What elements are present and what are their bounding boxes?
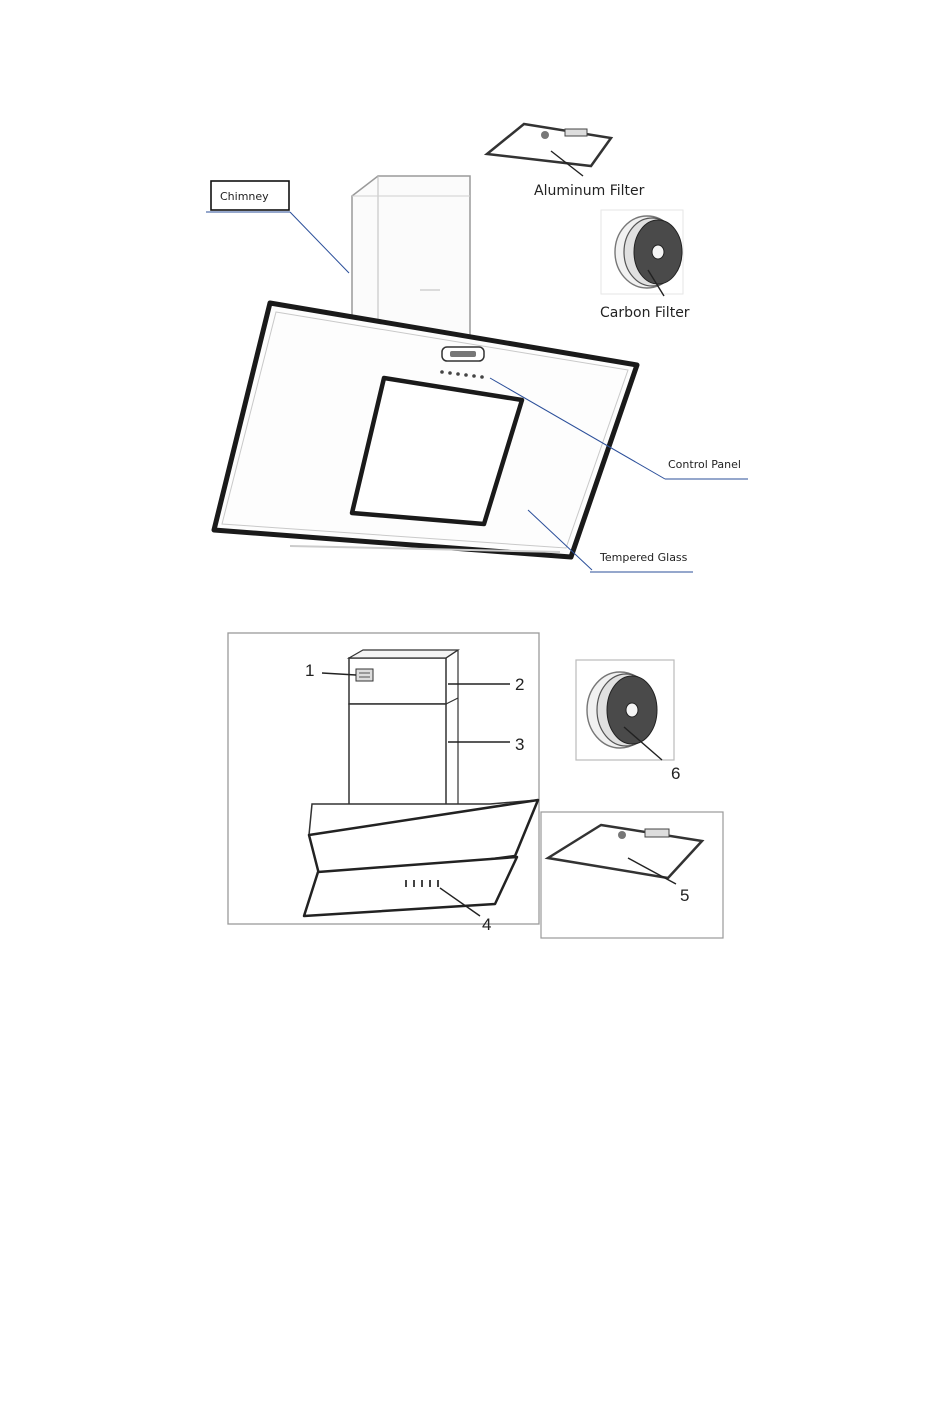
callout-4: 4 (482, 915, 492, 934)
callout-5: 5 (680, 886, 690, 905)
bottom-diagram (228, 633, 723, 938)
aluminum-filter-box (541, 812, 723, 938)
callout-6: 6 (671, 764, 681, 783)
chimney-label (206, 181, 349, 273)
callout-3: 3 (515, 735, 525, 754)
carbon-filter-box (576, 660, 680, 783)
control-panel-label: Control Panel (668, 458, 741, 471)
aluminum-filter-illustration (487, 124, 611, 176)
aluminum-filter-label: Aluminum Filter (534, 183, 645, 199)
chimney-label-text: Chimney (220, 190, 269, 203)
exploded-chimney (349, 650, 458, 818)
carbon-filter-illustration (601, 210, 683, 296)
carbon-filter-label: Carbon Filter (600, 305, 690, 321)
top-diagram (206, 124, 748, 572)
callout-2: 2 (515, 675, 525, 694)
callout-1: 1 (305, 661, 315, 680)
tempered-glass-label: Tempered Glass (600, 551, 688, 564)
